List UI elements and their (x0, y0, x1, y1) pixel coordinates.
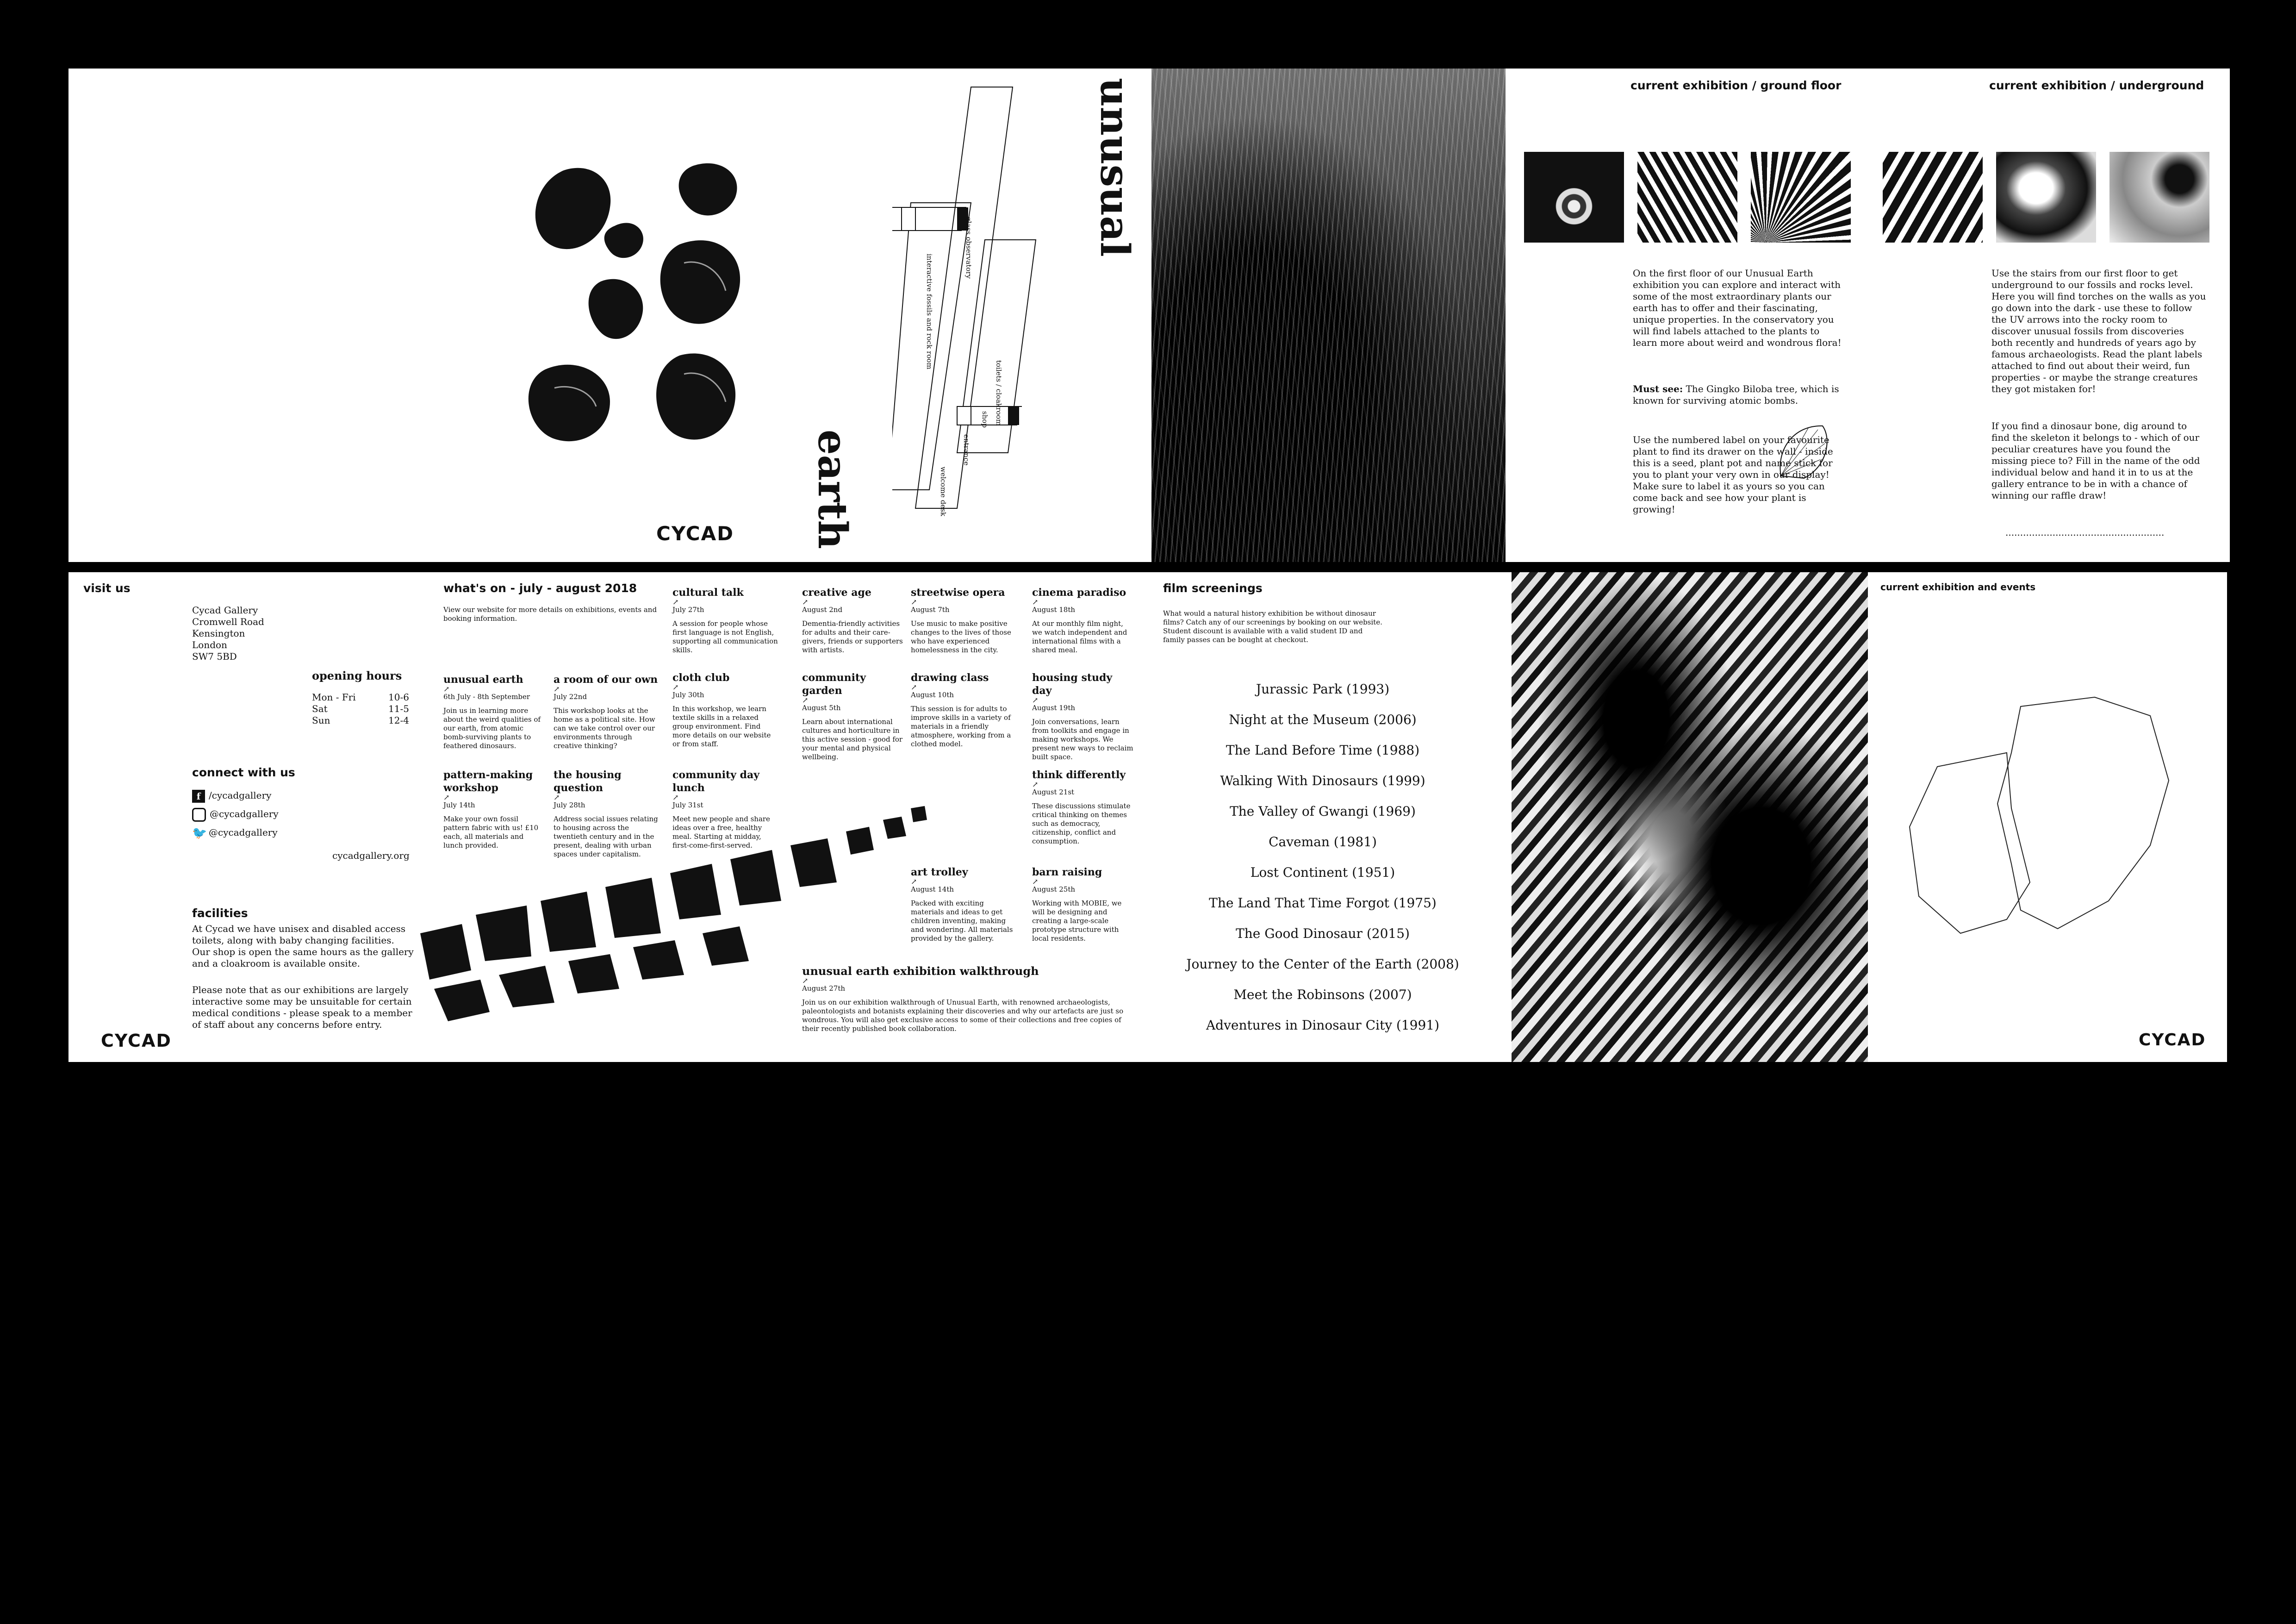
cover-panel (68, 69, 1151, 562)
event-description: A session for people whose first language is not English, supporting all communication skills. (672, 619, 778, 654)
event-description: Dementia-friendly activities for adults and their care-givers, friends or supporters with artists. (802, 619, 903, 654)
map-label-toilets-cloakroom: toilets / cloakroom (995, 360, 1003, 426)
underground-heading: current exhibition / underground (1989, 79, 2204, 92)
facebook-link[interactable] (192, 786, 279, 805)
whats-on-heading: what's on - july - august 2018 (443, 581, 637, 595)
event-date: August 18th (1032, 606, 1076, 614)
vertebra-shape (420, 924, 471, 980)
fossil-stone (535, 168, 611, 249)
vertebra-shape (703, 926, 749, 966)
fossil-stone (660, 240, 740, 324)
event-description: Join conversations, learn from toolkits and engage in making workshops. We present new ways to reclaim built space. (1032, 718, 1133, 761)
whats-on-panel (420, 572, 1142, 1062)
vertebra-shape (790, 838, 837, 887)
hours-row (312, 703, 409, 715)
facebook-handle: /cycadgallery (209, 790, 272, 801)
films-panel (1142, 572, 1512, 1062)
facilities-heading: facilities (192, 906, 248, 920)
event-title: drawing class (911, 672, 989, 684)
hours-day: Mon - Fri (312, 692, 356, 703)
event-date: 6th July - 8th September (443, 693, 530, 701)
vertebra-shape (883, 817, 906, 839)
fossil-stone (604, 223, 643, 258)
ground-floor-panel (1506, 69, 1864, 562)
event-title: community garden (802, 672, 866, 697)
event-cloth-club (672, 671, 779, 749)
address-line: Cycad Gallery (192, 605, 258, 616)
event-think-differently (1032, 768, 1134, 846)
instagram-link[interactable] (192, 805, 279, 823)
facilities-text-2: Please note that as our exhibitions are largely interactive some may be unsuitable for certain medical conditions - please speak to a member of staff about any concerns before entry. (192, 984, 412, 1030)
map-label-entrance: entrance (962, 434, 971, 466)
dinosaur-skull-photo (1512, 572, 1868, 1062)
underground-panel (1864, 69, 2230, 562)
event-description: These discussions stimulate critical thinking on themes such as democracy, citizenship, conflict and consumption. (1032, 802, 1131, 845)
vertebra-shape (633, 940, 684, 980)
palm-leaf-photo (1751, 152, 1851, 243)
arrow-icon: ↗ (672, 793, 679, 802)
arrow-icon: ↗ (443, 685, 450, 693)
event-cinema-paradiso (1032, 586, 1134, 655)
arrow-icon: ↗ (554, 793, 560, 802)
film-item: Journey to the Center of the Earth (2008) (1186, 956, 1459, 972)
event-title: the housing question (554, 769, 622, 794)
back-panel (1868, 572, 2227, 1062)
social-links (192, 786, 279, 843)
twitter-link[interactable] (192, 823, 279, 843)
bark-texture-photo (1151, 69, 1506, 562)
plant-label-instructions: Use the numbered label on your favourite plant to find its drawer on the wall - inside this is a seed, plant pot and name stick for you to plant your very own in our display! Make sure to label it as yours so you can come back and see how your plant is growing! (1633, 434, 1833, 515)
event-date: July 31st (672, 801, 703, 809)
twitter-icon: 🐦 (192, 826, 207, 840)
vertebra-shape (911, 806, 927, 822)
hours-row (312, 692, 409, 703)
arrow-icon: ↗ (554, 685, 560, 693)
films-heading: film screenings (1163, 581, 1263, 595)
map-label-welcome-desk: welcome desk (939, 467, 947, 517)
rock-texture-photo (1996, 152, 2096, 243)
opening-hours-heading: opening hours (312, 669, 402, 682)
arrow-icon: ↗ (1032, 877, 1039, 886)
film-item: The Good Dinosaur (2015) (1236, 926, 1410, 941)
vertebra-shape (499, 966, 554, 1007)
address-line: Kensington (192, 628, 245, 639)
fossil-outline-illustration (1891, 688, 2187, 947)
event-description: At our monthly film night, we watch independent and international films with a shared meal. (1032, 619, 1127, 654)
event-title: cloth club (672, 672, 730, 684)
event-title: art trolley (911, 866, 968, 878)
raffle-name-line: ...................................................... (2005, 527, 2165, 538)
arrow-icon: ↗ (1032, 696, 1039, 705)
event-date: July 22nd (554, 693, 587, 701)
event-date: August 2nd (802, 606, 843, 614)
arrow-icon: ↗ (802, 976, 809, 985)
event-description: This workshop looks at the home as a political site. How can we take control over our environments through creative thinking? (554, 706, 655, 750)
floor-plan-block (1008, 406, 1019, 425)
event-description: Make your own fossil pattern fabric with us! £10 each, all materials and lunch provided. (443, 815, 539, 849)
event-description: Join us in learning more about the weird qualities of our earth, from atomic bomb-surviving plants to feathered dinosaurs. (443, 706, 541, 750)
event-description: Meet new people and share ideas over a free, healthy meal. Starting at midday, first-come-first-served. (672, 815, 770, 849)
vertebra-shape (568, 954, 619, 993)
film-item: Adventures in Dinosaur City (1991) (1206, 1018, 1440, 1033)
map-label-glass-observatory: glass observatory (964, 217, 973, 279)
fossil-stones-illustration (462, 152, 809, 559)
event-description: Use music to make positive changes to the lives of those who have experienced homelessness in the city. (911, 619, 1011, 654)
facebook-icon: f (192, 790, 205, 803)
must-see-note (1633, 383, 1846, 406)
floor-plan-diagram (892, 82, 1045, 545)
event-a-room-of-our-own (554, 673, 660, 750)
film-item: Lost Continent (1951) (1250, 865, 1395, 880)
vertebra-shape (846, 827, 874, 855)
vertebra-shape (605, 878, 661, 938)
event-pattern-making (443, 768, 545, 850)
hours-time: 11-5 (388, 703, 409, 714)
event-description: Learn about international cultures and horticulture in this active session - good for your mental and physical wellbeing. (802, 718, 903, 761)
back-heading: current exhibition and events (1880, 581, 2036, 593)
event-description: Packed with exciting materials and ideas to get children inventing, making and wondering. All materials provided by the gallery. (911, 899, 1013, 943)
event-title: cultural talk (672, 587, 744, 599)
event-unusual-earth (443, 673, 545, 750)
event-creative-age (802, 586, 904, 655)
vertebra-shape (541, 892, 596, 952)
arrow-icon: ↗ (1032, 598, 1039, 606)
event-title: housing study day (1032, 672, 1113, 697)
film-item: Jurassic Park (1993) (1256, 681, 1390, 697)
event-drawing-class (911, 671, 1017, 749)
succulent-photo (1637, 152, 1737, 243)
must-see-text: The Gingko Biloba tree, which is known for surviving atomic bombs. (1633, 383, 1839, 406)
event-date: July 27th (672, 606, 704, 614)
event-description: Address social issues relating to housing across the twentieth century and in the present, dealing with urban spaces under capitalism. (554, 815, 658, 858)
address-line: SW7 5BD (192, 651, 237, 662)
film-item: Meet the Robinsons (2007) (1233, 987, 1412, 1002)
map-label-fossil-room: interactive fossils and rock room (925, 254, 933, 369)
underground-para-2: If you find a dinosaur bone, dig around to find the skeleton it belongs to - which of our peculiar creatures have you found the missing piece to? Fill in the name of the odd individual below and hand it in to us at the gallery entrance to be in with a chance of winning our raffle draw! (1991, 420, 2200, 501)
vertebra-shape (476, 906, 531, 961)
fossil-ribs-photo (1883, 152, 1983, 243)
event-housing-study-day (1032, 671, 1134, 762)
arrow-icon: ↗ (911, 683, 917, 692)
event-description: Join us on our exhibition walkthrough of Unusual Earth, with renowned archaeologists, paleontologists and botanists explaining their discoveries and why our artefacts are just so wondrous. You will also get exclusive access to some of their collections and free copies of their recently published book collaboration. (802, 998, 1124, 1033)
address-block (192, 605, 264, 662)
film-list (1147, 674, 1499, 1041)
brochure-inner-side (68, 572, 2227, 1062)
event-description: In this workshop, we learn textile skills in a relaxed group environment. Find more details on our website or from staff. (672, 705, 771, 748)
event-title: unusual earth exhibition walkthrough (802, 964, 1039, 978)
ground-floor-intro: On the first floor of our Unusual Earth exhibition you can explore and interact with some of the most extraordinary plants our earth has to offer and their fascinating, unique properties. In the conservatory you will find labels attached to the plants to learn more about weird and wondrous flora! (1633, 268, 1842, 348)
facilities-text-1: At Cycad we have unisex and disabled access toilets, along with baby changing facilities. Our shop is open the same hours as the gallery and a cloakroom is available onsite. (192, 923, 414, 969)
film-item: The Land That Time Forgot (1975) (1209, 895, 1437, 911)
connect-heading: connect with us (192, 766, 295, 779)
address-line: London (192, 639, 227, 650)
film-item: Caveman (1981) (1269, 834, 1377, 849)
whats-on-intro: View our website for more details on exhibitions, events and booking information. (443, 606, 657, 623)
instagram-handle: @cycadgallery (210, 808, 279, 819)
website-link[interactable]: cycadgallery.org (332, 850, 410, 861)
event-title: cinema paradiso (1032, 587, 1126, 599)
cycad-logo: CYCAD (101, 1031, 172, 1051)
arrow-icon: ↗ (802, 696, 809, 705)
cactus-photo (1524, 152, 1624, 243)
event-title: streetwise opera (911, 587, 1005, 599)
film-item: Walking With Dinosaurs (1999) (1220, 773, 1425, 788)
event-streetwise-opera (911, 586, 1017, 655)
arrow-icon: ↗ (672, 683, 679, 692)
instagram-icon (192, 808, 206, 822)
arrow-icon: ↗ (802, 598, 809, 606)
fossil-outline-shape (1910, 753, 2030, 933)
opening-hours-table (312, 692, 409, 726)
vertebra-shape (730, 850, 781, 906)
arrow-icon: ↗ (1032, 780, 1039, 789)
event-description: Working with MOBIE, we will be designing and creating a large-scale prototype structure with local residents. (1032, 899, 1122, 943)
fossil-stone (589, 279, 643, 339)
map-label-shop: shop (981, 411, 989, 428)
event-title: unusual earth (443, 674, 523, 686)
event-date: August 5th (802, 704, 841, 712)
event-date: August 21st (1032, 788, 1075, 796)
event-description: This session is for adults to improve skills in a variety of materials in a friendly atmosphere, working from a clothed model. (911, 705, 1011, 748)
event-date: August 25th (1032, 885, 1076, 893)
event-community-day-lunch (672, 768, 779, 850)
event-community-garden (802, 671, 904, 762)
arrow-icon: ↗ (443, 793, 450, 802)
films-intro: What would a natural history exhibition be without dinosaur films? Catch any of our screenings by booking on our website. Student discount is available with a valid student ID and family passes can be bought at checkout. (1163, 609, 1382, 644)
event-date: August 7th (911, 606, 950, 614)
underground-para-1: Use the stairs from our first floor to get underground to our fossils and rocks level. Here you will find torches on the walls as you go down into the dark - use these to follow the UV arrows into the rocky room to discover unusual fossils from discoveries both recently and hundreds of years ago by famous archaeologists. Read the plant labels attached to find out about their weird, fun properties - or maybe the strange creatures they got mistaken for! (1991, 268, 2206, 394)
hours-day: Sat (312, 703, 328, 714)
event-date: August 27th (802, 984, 846, 993)
event-date: July 14th (443, 801, 475, 809)
cover-title-unusual: unusual (1091, 78, 1138, 257)
hours-day: Sun (312, 715, 330, 726)
fossil-stone (679, 163, 737, 216)
event-title: community day lunch (672, 769, 759, 794)
event-title: barn raising (1032, 866, 1102, 878)
film-item: Night at the Museum (2006) (1229, 712, 1417, 727)
event-exhibition-walkthrough (802, 965, 1126, 1033)
event-date: August 14th (911, 885, 954, 893)
film-item: The Land Before Time (1988) (1226, 743, 1420, 758)
event-housing-question (554, 768, 660, 859)
stone-surface-photo (2109, 152, 2209, 243)
arrow-icon: ↗ (911, 598, 917, 606)
twitter-handle: @cycadgallery (209, 827, 278, 838)
event-title: think differently (1032, 769, 1126, 781)
must-see-label: Must see: (1633, 383, 1683, 394)
arrow-icon: ↗ (911, 877, 917, 886)
vertebra-shape (670, 864, 721, 919)
event-date: July 28th (554, 801, 585, 809)
arrow-icon: ↗ (672, 598, 679, 606)
ground-floor-heading: current exhibition / ground floor (1630, 79, 1842, 92)
visit-heading: visit us (83, 581, 131, 595)
fossil-stone (529, 365, 610, 441)
cover-title-earth: earth (809, 430, 856, 549)
event-date: July 30th (672, 691, 704, 699)
vertebra-shape (434, 980, 490, 1021)
stairs-icon (902, 207, 915, 231)
event-art-trolley (911, 866, 1017, 943)
event-title: pattern-making workshop (443, 769, 533, 794)
address-line: Cromwell Road (192, 616, 264, 627)
film-item: The Valley of Gwangi (1969) (1230, 804, 1416, 819)
event-barn-raising (1032, 866, 1134, 943)
stairs-icon (957, 406, 971, 425)
hours-time: 12-4 (388, 715, 409, 726)
event-title: a room of our own (554, 674, 658, 686)
brochure-outer-side (68, 69, 2230, 562)
hours-time: 10-6 (388, 692, 409, 703)
event-date: August 10th (911, 691, 954, 699)
cycad-logo: CYCAD (656, 522, 734, 545)
hours-row (312, 715, 409, 726)
event-title: creative age (802, 587, 871, 599)
visit-panel (68, 572, 420, 1062)
cycad-logo: CYCAD (2139, 1031, 2206, 1049)
event-date: August 19th (1032, 704, 1076, 712)
event-cultural-talk (672, 586, 779, 655)
gingko-leaf-icon (1767, 420, 1836, 485)
